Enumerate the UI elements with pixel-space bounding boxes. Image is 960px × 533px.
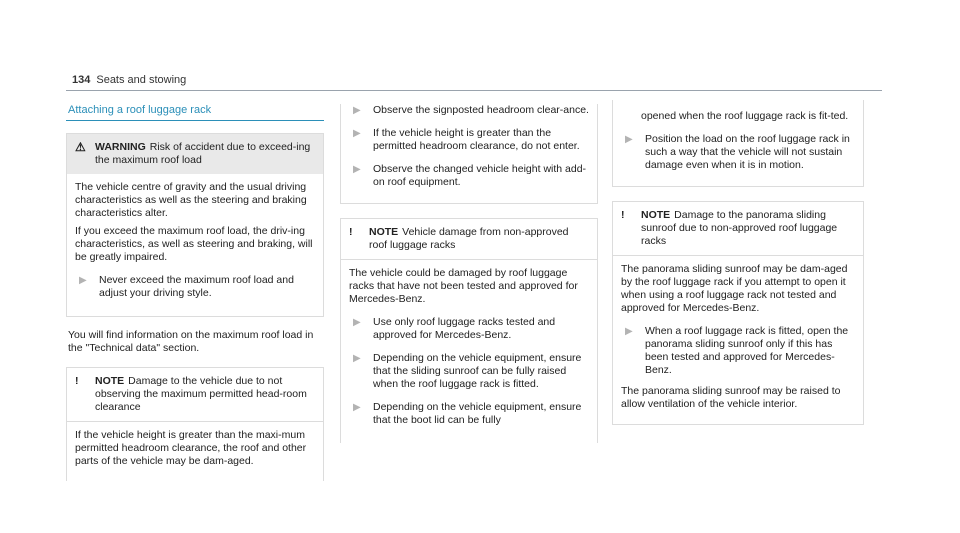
warning-head-text: Risk of accident due to exceed-ing the maximum roof load (95, 141, 311, 166)
info-paragraph: You will find information on the maximum roof load in the "Technical data" section. (68, 329, 314, 354)
list-item (349, 127, 589, 153)
bullet-text: Observe the changed vehicle height with add-on roof equipment. (373, 163, 587, 188)
bullet-arrow-icon: ▶ (353, 317, 361, 328)
bullet-text: Observe the signposted headroom clear-ance. (373, 104, 589, 116)
warning-triangle-icon: ⚠ (75, 140, 86, 154)
list-item (621, 133, 855, 172)
note-box (612, 201, 864, 425)
column-3 (612, 100, 864, 425)
list-item (349, 352, 589, 391)
exclamation-icon: ! (349, 226, 353, 238)
warning-header (67, 134, 323, 174)
warning-body (67, 174, 323, 316)
bullet-arrow-icon: ▶ (625, 326, 633, 337)
list-item (349, 163, 589, 189)
bullet-arrow-icon: ▶ (353, 353, 361, 364)
note-body (341, 260, 597, 443)
continued-text: opened when the roof luggage rack is fit-ted. (641, 110, 849, 122)
bullet-text: When a roof luggage rack is fitted, open the panorama sliding sunroof only if this has been tested and approved for Mercedes-Benz. (645, 325, 849, 376)
list-item (349, 316, 589, 342)
note-head-text: Damage to the vehicle due to not observing the maximum permitted head-room clearance (95, 375, 307, 413)
bullet-text: Depending on the vehicle equipment, ensure that the sliding sunroof can be fully raised when the roof luggage rack is fitted. (373, 352, 582, 390)
note-head-text: Vehicle damage from non-approved roof luggage racks (369, 226, 569, 251)
exclamation-icon: ! (75, 375, 79, 387)
bullet-arrow-icon: ▶ (353, 402, 361, 413)
note-header (341, 219, 597, 260)
warning-box (66, 133, 324, 317)
note-body (613, 256, 863, 424)
note-label: NOTE (95, 375, 125, 387)
warning-paragraph: If you exceed the maximum roof load, the driv-ing characteristics, as well as steering and braking, will be greatly impaired. (75, 225, 313, 263)
note-header (67, 368, 323, 422)
note-paragraph: The panorama sliding sunroof may be raised to allow ventilation of the vehicle interior. (621, 385, 841, 410)
bullet-text: Position the load on the roof luggage rack in such a way that the vehicle will not sustain damage even when it is in motion. (645, 133, 850, 171)
warning-label: WARNING (95, 141, 146, 153)
note-label: NOTE (369, 226, 399, 238)
bullet-arrow-icon: ▶ (79, 275, 87, 286)
bullet-text: If the vehicle height is greater than the permitted headroom clearance, do not enter. (373, 127, 580, 152)
note-box (340, 218, 598, 443)
bullet-arrow-icon: ▶ (353, 128, 361, 139)
list-item (349, 401, 589, 427)
exclamation-icon: ! (621, 209, 625, 221)
section-name: Seats and stowing (96, 74, 187, 86)
continued-box (612, 100, 864, 187)
warning-paragraph: The vehicle centre of gravity and the usual driving characteristics as well as the steering and braking characteristics alter. (75, 181, 307, 219)
header-divider (66, 90, 882, 91)
note-body (67, 422, 323, 481)
list-item (75, 274, 315, 300)
list-item (349, 104, 589, 117)
bullet-arrow-icon: ▶ (353, 105, 361, 116)
note-head-text: Damage to the panorama sliding sunroof due to non-approved roof luggage racks (641, 209, 838, 247)
page-number: 134 (72, 74, 91, 86)
column-1 (66, 104, 324, 481)
bullet-text: Use only roof luggage racks tested and approved for Mercedes-Benz. (373, 316, 556, 341)
column-2 (340, 100, 598, 443)
note-paragraph: The panorama sliding sunroof may be dam-aged by the roof luggage rack if you attempt to open it when using a roof luggage rack not tested and approved for Mercedes-Benz. (621, 263, 848, 314)
section-title: Attaching a roof luggage rack (66, 104, 324, 121)
continued-box (340, 104, 598, 204)
note-label: NOTE (641, 209, 671, 221)
note-header (613, 202, 863, 256)
page-header (72, 74, 186, 87)
note-paragraph: If the vehicle height is greater than the maxi-mum permitted headroom clearance, the roof and other parts of the vehicle may be dam-aged. (75, 429, 307, 467)
list-item (621, 325, 855, 377)
note-box (66, 367, 324, 481)
note-paragraph: The vehicle could be damaged by roof luggage racks that have not been tested and approved for Mercedes-Benz. (349, 267, 578, 305)
bullet-text: Depending on the vehicle equipment, ensure that the boot lid can be fully (373, 401, 582, 426)
bullet-text: Never exceed the maximum roof load and adjust your driving style. (99, 274, 294, 299)
bullet-arrow-icon: ▶ (353, 164, 361, 175)
bullet-arrow-icon: ▶ (625, 134, 633, 145)
